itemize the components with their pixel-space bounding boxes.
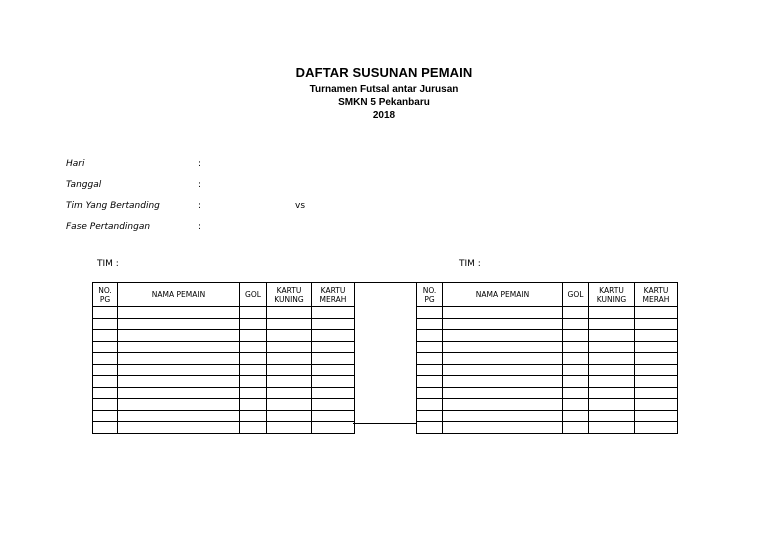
label-tim-bertanding: Tim Yang Bertanding (66, 201, 160, 211)
col-no-pg: NO. PG (93, 283, 118, 307)
table-cell (93, 376, 118, 388)
table-cell (118, 399, 240, 411)
table-cell (93, 410, 118, 422)
team-right-table (416, 282, 678, 434)
table-cell (240, 318, 267, 330)
table-cell (417, 376, 443, 388)
table-cell (635, 353, 678, 365)
col-kartu-merah: KARTU MERAH (635, 283, 678, 307)
table-cell (267, 353, 312, 365)
table-cell (443, 353, 563, 365)
table-cell (118, 341, 240, 353)
table-cell (635, 376, 678, 388)
table-cell (312, 364, 355, 376)
table-cell (267, 387, 312, 399)
table-cell (93, 364, 118, 376)
table-row (93, 399, 355, 411)
table-cell (118, 410, 240, 422)
table-cell (118, 376, 240, 388)
team-right-label: TIM : (459, 259, 481, 269)
table-cell (118, 307, 240, 319)
player-rows (417, 307, 678, 434)
table-cell (443, 422, 563, 434)
table-cell (312, 353, 355, 365)
table-cell (563, 399, 589, 411)
table-row (93, 364, 355, 376)
table-cell (240, 330, 267, 342)
table-cell (312, 307, 355, 319)
table-cell (417, 364, 443, 376)
table-cell (589, 330, 635, 342)
label-fase: Fase Pertandingan (66, 222, 151, 232)
table-cell (563, 387, 589, 399)
table-cell (93, 330, 118, 342)
table-row (417, 330, 678, 342)
table-cell (443, 307, 563, 319)
header-row (93, 283, 355, 307)
table-row (93, 353, 355, 365)
table-cell (589, 387, 635, 399)
table-cell (312, 422, 355, 434)
year: 2018 (372, 110, 396, 121)
table-cell (563, 307, 589, 319)
table-cell (563, 364, 589, 376)
table-cell (312, 341, 355, 353)
table-cell (267, 330, 312, 342)
table-cell (635, 330, 678, 342)
table-cell (240, 341, 267, 353)
table-cell (563, 341, 589, 353)
table-row (417, 318, 678, 330)
table-cell (93, 387, 118, 399)
colon-fase: : (198, 222, 202, 232)
table-cell (118, 364, 240, 376)
table-cell (563, 353, 589, 365)
colon-tanggal: : (198, 180, 202, 190)
table-row (417, 410, 678, 422)
table-cell (635, 422, 678, 434)
table-cell (563, 422, 589, 434)
table-cell (589, 364, 635, 376)
col-kartu-kuning: KARTU KUNING (267, 283, 312, 307)
table-cell (589, 376, 635, 388)
table-cell (443, 387, 563, 399)
table-cell (312, 376, 355, 388)
school-name: SMKN 5 Pekanbaru (338, 97, 430, 108)
table-cell (635, 364, 678, 376)
col-kartu-merah: KARTU MERAH (312, 283, 355, 307)
table-gap (353, 282, 417, 424)
table-cell (93, 318, 118, 330)
table-row (93, 376, 355, 388)
table-cell (240, 353, 267, 365)
table-cell (589, 410, 635, 422)
versus-label: vs (295, 201, 306, 211)
document-title: DAFTAR SUSUNAN PEMAIN (295, 65, 473, 80)
table-cell (312, 410, 355, 422)
table-cell (267, 376, 312, 388)
col-kartu-kuning: KARTU KUNING (589, 283, 635, 307)
tournament-name: Turnamen Futsal antar Jurusan (309, 84, 459, 95)
table-cell (563, 410, 589, 422)
table-cell (417, 387, 443, 399)
table-cell (267, 422, 312, 434)
table-row (93, 307, 355, 319)
table-cell (267, 364, 312, 376)
table-row (93, 330, 355, 342)
table-cell (589, 318, 635, 330)
table-cell (635, 307, 678, 319)
table-cell (118, 387, 240, 399)
table-cell (118, 318, 240, 330)
table-cell (312, 318, 355, 330)
table-cell (563, 318, 589, 330)
table-cell (589, 353, 635, 365)
table-cell (240, 399, 267, 411)
col-nama-pemain: NAMA PEMAIN (443, 283, 563, 307)
col-gol: GOL (240, 283, 267, 307)
table-row (417, 341, 678, 353)
table-row (93, 341, 355, 353)
table-cell (635, 318, 678, 330)
table-cell (443, 318, 563, 330)
team-left-label: TIM : (97, 259, 119, 269)
table-row (93, 387, 355, 399)
table-cell (240, 364, 267, 376)
table-cell (267, 341, 312, 353)
table-cell (417, 307, 443, 319)
col-gol: GOL (563, 283, 589, 307)
table-cell (417, 318, 443, 330)
table-cell (563, 376, 589, 388)
table-cell (443, 364, 563, 376)
label-hari: Hari (66, 159, 85, 169)
table-row (417, 399, 678, 411)
table-row (417, 422, 678, 434)
table-cell (589, 307, 635, 319)
table-cell (635, 341, 678, 353)
table-cell (635, 410, 678, 422)
table-cell (312, 330, 355, 342)
table-cell (267, 399, 312, 411)
player-rows (93, 307, 355, 434)
table-cell (417, 422, 443, 434)
table-row (417, 307, 678, 319)
colon-hari: : (198, 159, 202, 169)
table-row (417, 387, 678, 399)
table-row (93, 318, 355, 330)
table-cell (118, 330, 240, 342)
table-cell (240, 422, 267, 434)
colon-tim-bertanding: : (198, 201, 202, 211)
table-cell (589, 422, 635, 434)
table-cell (563, 330, 589, 342)
table-row (417, 353, 678, 365)
table-cell (443, 330, 563, 342)
header-row (417, 283, 678, 307)
table-cell (635, 399, 678, 411)
table-cell (118, 353, 240, 365)
table-cell (312, 399, 355, 411)
table-cell (93, 422, 118, 434)
table-cell (589, 399, 635, 411)
table-row (93, 410, 355, 422)
table-cell (93, 307, 118, 319)
table-cell (312, 387, 355, 399)
table-cell (443, 341, 563, 353)
table-cell (635, 387, 678, 399)
table-row (417, 376, 678, 388)
table-cell (267, 410, 312, 422)
col-no-pg: NO. PG (417, 283, 443, 307)
table-cell (93, 353, 118, 365)
table-cell (443, 399, 563, 411)
table-cell (240, 376, 267, 388)
table-cell (443, 376, 563, 388)
table-cell (267, 307, 312, 319)
table-row (93, 422, 355, 434)
col-nama-pemain: NAMA PEMAIN (118, 283, 240, 307)
table-row (417, 364, 678, 376)
table-cell (417, 410, 443, 422)
table-cell (240, 387, 267, 399)
table-cell (417, 341, 443, 353)
table-cell (240, 307, 267, 319)
team-left-table (92, 282, 355, 434)
table-cell (417, 353, 443, 365)
table-cell (93, 341, 118, 353)
table-cell (417, 399, 443, 411)
table-cell (417, 330, 443, 342)
table-cell (240, 410, 267, 422)
table-cell (589, 341, 635, 353)
table-cell (118, 422, 240, 434)
table-cell (93, 399, 118, 411)
table-cell (443, 410, 563, 422)
table-cell (267, 318, 312, 330)
label-tanggal: Tanggal (66, 180, 102, 190)
